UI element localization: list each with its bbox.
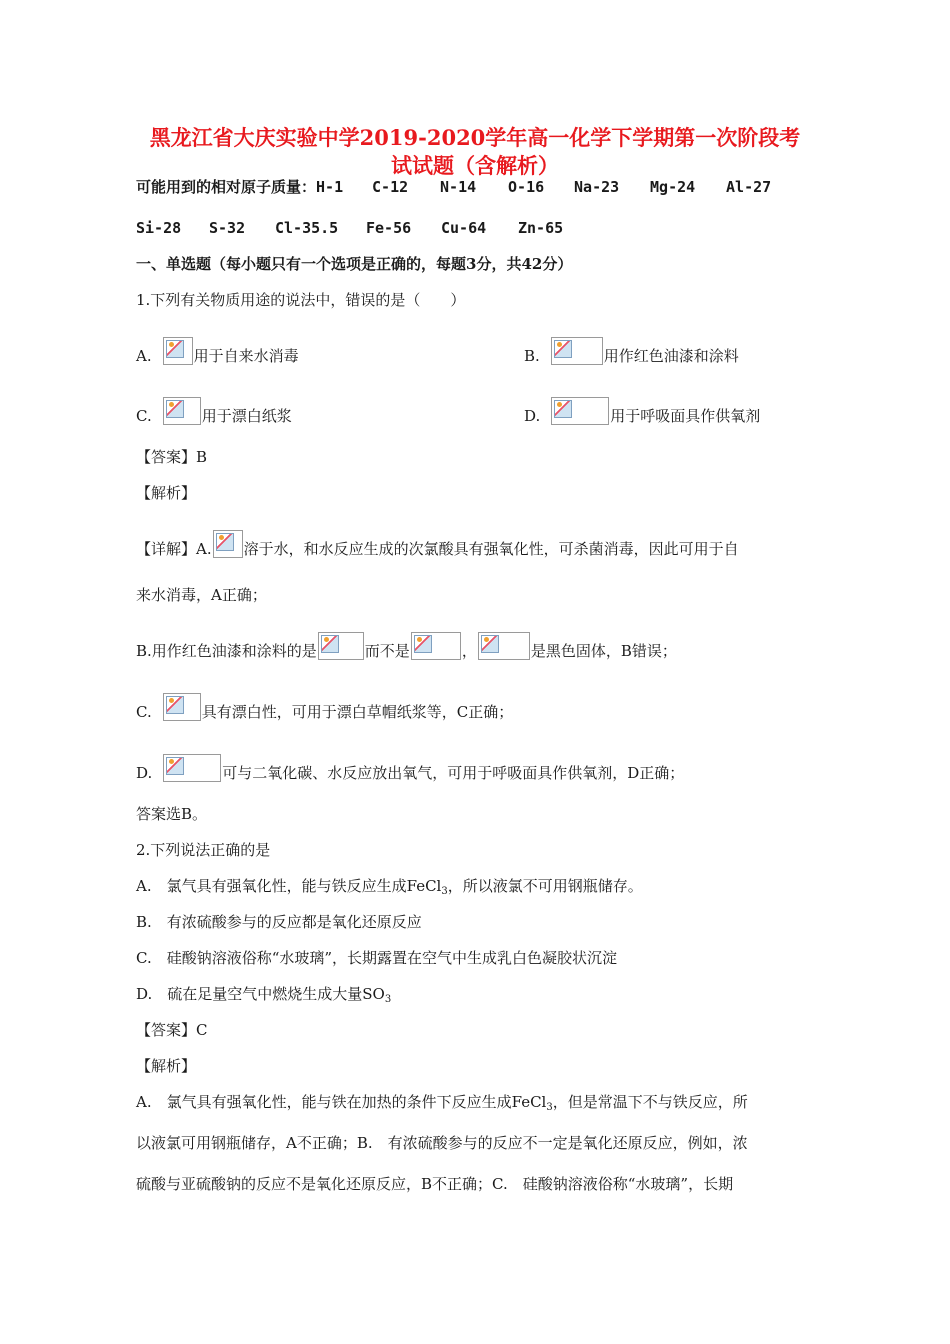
atomic-mass: Na-23 [574,178,620,196]
analysis-heading-1: 【解析】 [136,484,197,502]
formula-image-icon [163,754,221,782]
formula-image-icon [411,632,461,660]
atomic-mass: Al-27 [726,178,772,196]
atomic-mass: Cl-35.5 [275,219,339,237]
atomic-mass: Mg-24 [650,178,696,196]
formula-image-icon [163,337,193,365]
atomic-mass-row-2 [136,217,563,239]
explanation-2-line-3: 硫酸与亚硫酸钠的反应不是氧化还原反应，B不正确；C. 硅酸钠溶液俗称“水玻璃”，长期 [136,1175,734,1193]
option-1c: C. 用于漂白纸浆 [136,397,292,427]
formula-image-icon [478,632,530,660]
detail-1a-line-2: 来水消毒，A正确； [136,586,267,604]
option-2c: C. 硅酸钠溶液俗称“水玻璃”，长期露置在空气中生成乳白色凝胶状沉淀 [136,949,618,967]
question-1-stem: 1.下列有关物质用途的说法中，错误的是（ ） [136,291,466,309]
atomic-mass: Zn-65 [518,219,564,237]
option-1b: B. 用作红色油漆和涂料 [524,337,739,367]
formula-image-icon [551,337,603,365]
atomic-mass-row-1 [136,176,771,198]
answer-1: 【答案】B [136,448,208,466]
atomic-mass: S-32 [209,219,246,237]
atomic-mass: C-12 [372,178,409,196]
formula-image-icon [213,530,243,558]
option-1a: A. 用于自来水消毒 [136,337,299,367]
formula-image-icon [163,693,201,721]
explanation-2-line-1: A. 氯气具有强氧化性，能与铁在加热的条件下反应生成FeCl$_3$，但是常温下不与铁反应，所 [136,1093,748,1113]
detail-1d: D. 可与二氧化碳、水反应放出氧气，可用于呼吸面具作供氧剂，D正确； [136,754,684,784]
atomic-mass: O-16 [508,178,545,196]
explanation-2-line-2: 以液氯可用钢瓶储存，A不正确；B. 有浓硫酸参与的反应不一定是氧化还原反应，例如，浓 [136,1134,748,1152]
detail-1a-line-1: 【详解】A. 溶于水，和水反应生成的次氯酸具有强氧化性，可杀菌消毒，因此可用于自 [136,530,739,560]
formula-image-icon [551,397,609,425]
option-2d: D. 硫在足量空气中燃烧生成大量$SO_3$ [136,985,392,1005]
formula-image-icon [318,632,364,660]
atomic-mass: Fe-56 [366,219,412,237]
analysis-heading-2: 【解析】 [136,1057,197,1075]
atomic-mass: Cu-64 [441,219,487,237]
atomic-mass: Si-28 [136,219,182,237]
atomic-mass: N-14 [440,178,477,196]
conclusion-1: 答案选B。 [136,805,208,823]
atomic-mass: H-1 [316,178,344,196]
option-2a: A. 氯气具有强氧化性，能与铁反应生成FeCl$_3$，所以液氯不可用钢瓶储存。 [136,877,643,897]
question-2-stem: 2.下列说法正确的是 [136,841,271,859]
detail-1c: C. 具有漂白性，可用于漂白草帽纸浆等，C正确； [136,693,513,723]
page-title-line-1: 黑龙江省大庆实验中学2019-2020学年高一化学下学期第一次阶段考 [149,125,801,150]
section-heading: 一、单选题（每小题只有一个选项是正确的，每题3分，共42分） [136,255,573,273]
detail-1b: B.用作红色油漆和涂料的是 而不是 ， 是黑色固体，B错误； [136,632,677,662]
answer-2: 【答案】C [136,1021,208,1039]
atomic-mass-label: 可能用到的相对原子质量： [136,178,317,196]
option-2b: B. 有浓硫酸参与的反应都是氧化还原反应 [136,913,422,931]
option-1d: D. 用于呼吸面具作供氧剂 [524,397,760,427]
page-title-line-2: 试试题（含解析） [391,153,559,178]
formula-image-icon [163,397,201,425]
